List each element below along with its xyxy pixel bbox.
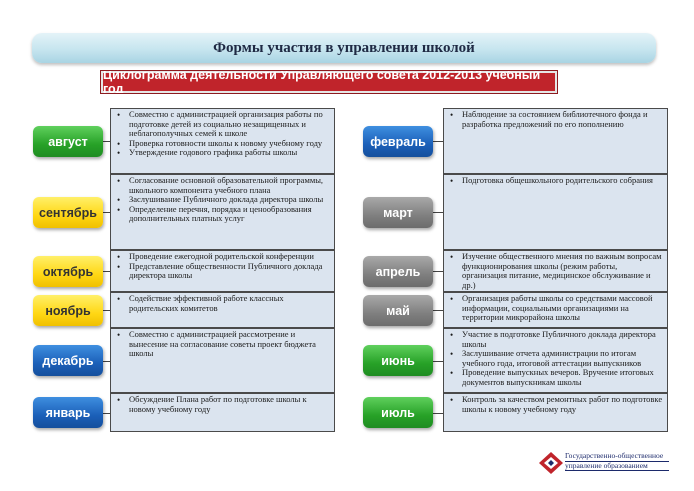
activities-list: [129, 395, 330, 414]
month-badge: февраль: [363, 126, 433, 157]
connector-line: [433, 413, 443, 414]
activity-item: • Совместно с администрацией организация работы по подготовке детей из социально незащищенных и неблагополучных семей к школе: [129, 110, 330, 139]
activities-list: [129, 294, 330, 313]
activity-item: • Подготовка общешкольного родительского собрания: [462, 176, 663, 186]
activities-list: [129, 330, 330, 359]
connector-line: [433, 141, 443, 142]
activities-list: [462, 395, 663, 414]
connector-line: [433, 271, 443, 272]
activities-list: [462, 176, 663, 186]
activities-box: [443, 393, 668, 432]
activities-list: [462, 252, 663, 290]
activities-box: [110, 393, 335, 432]
activity-item: • Содействие эффективной работе классных родительских комитетов: [129, 294, 330, 313]
activity-item: • Наблюдение за состоянием библиотечного фонда и разработка предложений по его пополнению: [462, 110, 663, 129]
activities-box: [110, 174, 335, 250]
activity-item: • Утверждение годового графика работы школы: [129, 148, 330, 158]
activities-box: [443, 292, 668, 328]
logo-text: [565, 452, 669, 471]
month-badge: июль: [363, 397, 433, 428]
subtitle-banner: [101, 68, 557, 96]
logo-line-2: управление образованием: [565, 462, 669, 472]
activity-item: • Контроль за качеством ремонтных работ по подготовке школы к новому учебному году: [462, 395, 663, 414]
activities-list: [129, 252, 330, 281]
organization-logo: [538, 449, 668, 477]
activities-box: [443, 174, 668, 250]
activity-item: • Проведение ежегодной родительской конференции: [129, 252, 330, 262]
month-badge: декабрь: [33, 345, 103, 376]
activity-item: • Заслушивание Публичного доклада директора школы: [129, 195, 330, 205]
connector-line: [433, 212, 443, 213]
activity-item: • Проверка готовности школы к новому учебному году: [129, 139, 330, 149]
connector-line: [103, 361, 110, 362]
activities-box: [110, 328, 335, 393]
logo-line-1: Государственно-общественное: [565, 452, 669, 462]
connector-line: [103, 413, 110, 414]
connector-line: [103, 212, 110, 213]
connector-line: [103, 141, 110, 142]
page-title: Формы участия в управлении школой: [213, 39, 475, 56]
activity-item: • Обсуждение Плана работ по подготовке школы к новому учебному году: [129, 395, 330, 414]
activities-list: [129, 176, 330, 224]
activities-box: [443, 108, 668, 174]
month-badge: май: [363, 295, 433, 326]
activities-box: [110, 292, 335, 328]
activities-list: [462, 110, 663, 129]
connector-line: [433, 361, 443, 362]
month-badge: январь: [33, 397, 103, 428]
month-badge: июнь: [363, 345, 433, 376]
connector-line: [103, 271, 110, 272]
activity-item: • Заслушивание отчета администрации по итогам учебного года, итоговой аттестации выпускников: [462, 349, 663, 368]
connector-line: [433, 310, 443, 311]
month-badge: апрель: [363, 256, 433, 287]
activity-item: • Совместно с администрацией рассмотрение и вынесение на согласование советы проект бюджета школы: [129, 330, 330, 359]
month-badge: октябрь: [33, 256, 103, 287]
activity-item: • Согласование основной образовательной программы, школьного компонента учебного плана: [129, 176, 330, 195]
subtitle-text: Циклограмма деятельности Управляющего совета 2012-2013 учебный год: [103, 68, 541, 96]
activities-box: [443, 328, 668, 393]
month-badge: март: [363, 197, 433, 228]
activities-box: [110, 250, 335, 292]
activity-item: • Изучение общественного мнения по важным вопросам функционирования школы (режим работы, организация питание, медицинское обслуживание и др.): [462, 252, 663, 290]
month-badge: сентябрь: [33, 197, 103, 228]
page-title-banner: [32, 33, 656, 63]
connector-line: [103, 310, 110, 311]
month-badge: август: [33, 126, 103, 157]
activity-item: • Определение перечня, порядка и ценообразования дополнительных платных услуг: [129, 205, 330, 224]
activity-item: • Представление общественности Публичного доклада директора школы: [129, 262, 330, 281]
activities-list: [462, 294, 663, 323]
activities-list: [129, 110, 330, 158]
activity-item: • Участие в подготовке Публичного доклада директора школы: [462, 330, 663, 349]
logo-mark-icon: [538, 451, 564, 475]
activities-box: [443, 250, 668, 292]
activities-list: [462, 330, 663, 387]
activity-item: • Проведение выпускных вечеров. Вручение итоговых документов выпускникам школы: [462, 368, 663, 387]
month-badge: ноябрь: [33, 295, 103, 326]
activity-item: • Организация работы школы со средствами массовой информации, социальными организациями на территории микрорайона школы: [462, 294, 663, 323]
activities-box: [110, 108, 335, 174]
